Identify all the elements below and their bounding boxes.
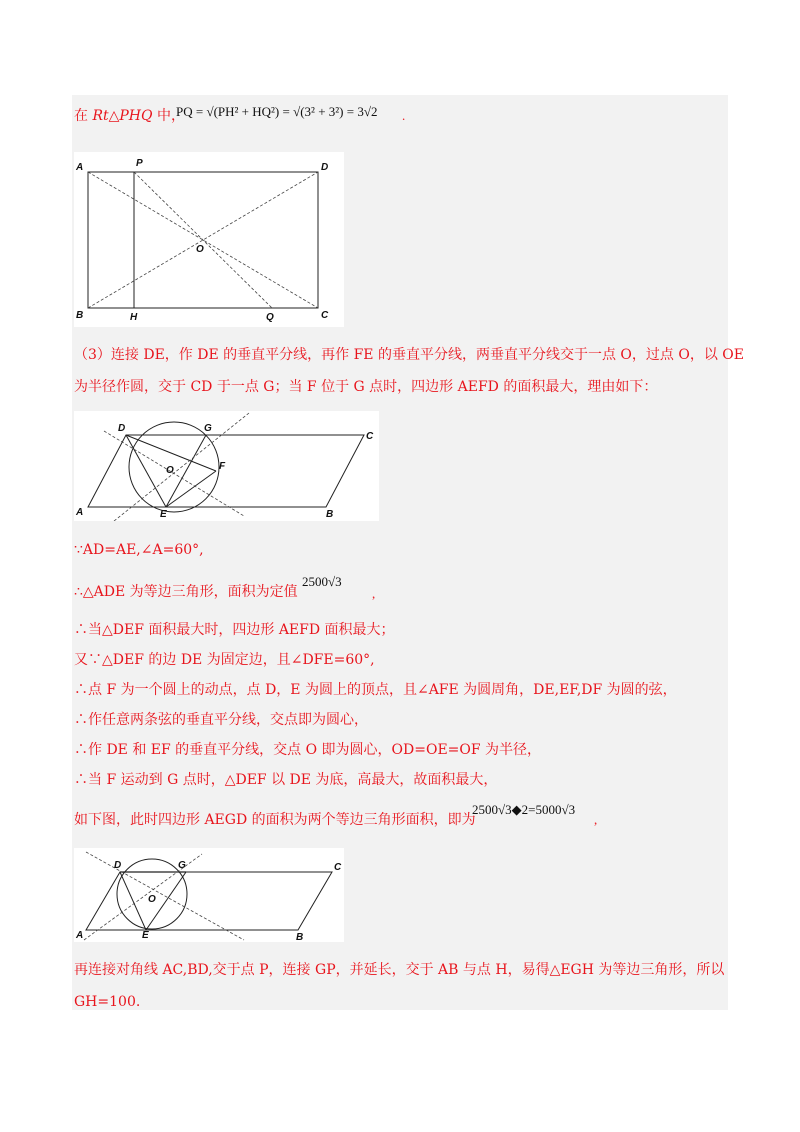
proof-line-7: ∴作 DE 和 EF 的垂直平分线，交点 O 即为圆心，OD=OE=OF 为半径， xyxy=(74,742,542,758)
fig3-label-E: E xyxy=(142,930,149,941)
proof-line-9: 如下图，此时四边形 AEGD 的面积为两个等边三角形面积，即为 xyxy=(74,812,476,828)
fig3-label-B: B xyxy=(296,932,304,942)
fig2-label-B: B xyxy=(326,509,334,520)
intro-mid: 中， xyxy=(152,108,185,124)
proof-line-2 xyxy=(74,582,298,602)
part3-line1: （3）连接 DE，作 DE 的垂直平分线，再作 FE 的垂直平分线，两垂直平分线交于一点 O，过点 O，以 OE xyxy=(74,347,744,363)
pq-formula: PQ = √(PH² + HQ²) = √(3² + 3²) = 3√2 xyxy=(176,104,378,119)
label-A: A xyxy=(76,162,84,173)
formula-period: . xyxy=(402,108,406,123)
comma-1: , xyxy=(372,586,376,601)
label-H: H xyxy=(130,312,138,323)
fig3-label-A: A xyxy=(76,930,84,941)
intro-line xyxy=(74,106,185,126)
label-C: C xyxy=(321,310,329,321)
proof-line-4: 又∵△DEF 的边 DE 为固定边，且∠DFE=60°, xyxy=(74,652,375,668)
area-calculation: 2500√3◆2=5000√3 xyxy=(472,802,576,817)
label-Q: Q xyxy=(266,312,274,323)
label-O: O xyxy=(196,244,204,255)
figure-rectangle xyxy=(74,152,344,327)
fig3-label-O: O xyxy=(148,894,156,905)
fig3-label-G: G xyxy=(178,860,186,871)
fig2-label-F: F xyxy=(219,461,226,472)
figure-parallelogram-circle xyxy=(74,411,379,521)
intro-prefix: 在 xyxy=(74,108,93,124)
comma-2: , xyxy=(594,812,598,827)
part3-line2: 为半径作圆，交于 CD 于一点 G；当 F 位于 G 点时，四边形 AEFD 的面积最大，理由如下： xyxy=(74,379,658,395)
figure-parallelogram-final xyxy=(74,848,344,942)
proof-line-3: ∴当△DEF 面积最大时，四边形 AEFD 面积最大； xyxy=(74,622,395,638)
fig2-label-A: A xyxy=(76,507,84,518)
proof-line-6: ∴作任意两条弦的垂直平分线，交点即为圆心， xyxy=(74,712,368,728)
fig3-label-D: D xyxy=(114,860,122,871)
final-line-2: GH=100. xyxy=(74,994,141,1010)
fig2-label-D: D xyxy=(118,423,126,434)
proof-line-8: ∴当 F 运动到 G 点时，△DEF 以 DE 为底，高最大，故面积最大， xyxy=(74,772,498,788)
proof-line-1: ∵AD=AE,∠A=60°, xyxy=(74,542,204,558)
final-line-1: 再连接对角线 AC,BD,交于点 P，连接 GP，并延长，交于 AB 与点 H，易得△EGH 为等边三角形，所以 xyxy=(74,962,725,978)
label-D: D xyxy=(321,162,329,173)
label-B: B xyxy=(76,310,84,321)
fig2-label-E: E xyxy=(160,509,167,520)
triangle-name: Rt△PHQ xyxy=(92,108,153,124)
proof-line-2-text: ∴△ADE 为等边三角形，面积为定值 xyxy=(74,584,298,600)
area-constant: 2500√3 xyxy=(302,574,342,589)
label-P: P xyxy=(136,158,143,169)
fig3-label-C: C xyxy=(334,862,342,873)
fig2-label-O: O xyxy=(166,465,174,476)
fig2-label-C: C xyxy=(366,431,374,442)
fig2-label-G: G xyxy=(204,423,212,434)
proof-line-5: ∴点 F 为一个圆上的动点，点 D，E 为圆上的顶点，且∠AFE 为圆周角，DE,EF,DF 为圆的弦， xyxy=(74,682,677,698)
